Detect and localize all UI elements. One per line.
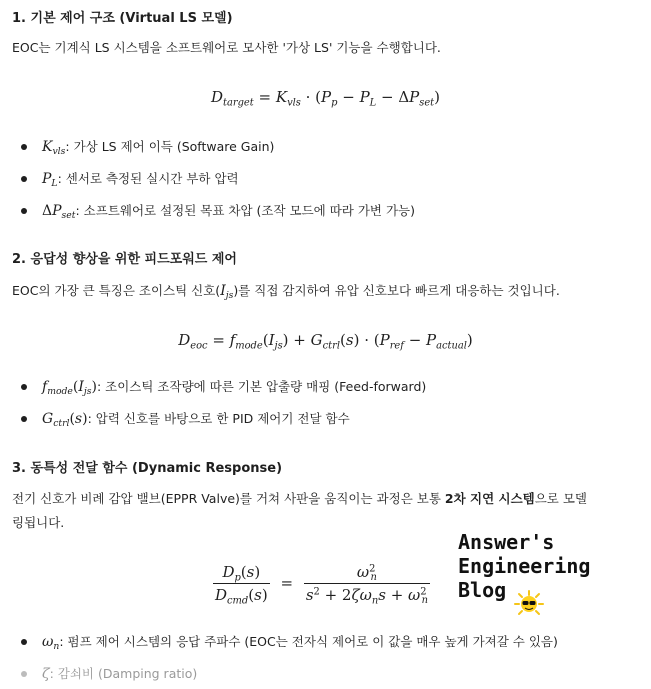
symbol-g-ctrl: $G_{ctrl}(s)$ (42, 411, 88, 430)
symbol-delta-p-set: $\Delta P_{set}$ (42, 203, 76, 222)
intro-text: 으로 모델 (534, 491, 588, 506)
bullet-dot (21, 208, 27, 214)
section-3-heading: 3. 동특성 전달 함수 (Dynamic Response) (12, 461, 283, 476)
bullet-dot (21, 144, 27, 150)
symbol-p-l: $P_L$ (42, 171, 58, 190)
list-item-text: : 감쇠비 (Damping ratio) (49, 666, 198, 681)
list-item (12, 403, 632, 435)
list-item-text: : 센서로 측정된 실시간 부하 압력 (57, 171, 239, 186)
sunglasses-sun-icon (512, 590, 546, 618)
section-2-bullets (12, 371, 632, 435)
list-item-text: : 조이스틱 조작량에 따른 기본 압출량 매핑 (Feed-forward) (96, 379, 427, 394)
fraction-lhs: $\frac{D_p(s)}{D_{cmd}(s)}$ (215, 563, 268, 607)
equation-d-eoc: $D_{eoc} = f_{mode}(I_{js}) + G_{ctrl}(s) \cdot (P_{ref} - P_{actual})$ (178, 331, 473, 352)
symbol-k-vls: $K_{vls}$ (42, 139, 66, 158)
section-3-bullets (12, 626, 642, 689)
list-item (12, 163, 632, 195)
section-1-intro: EOC는 기계식 LS 시스템을 소프트웨어로 모사한 '가상 LS' 기능을 수행합니다. (12, 40, 441, 55)
symbol-i-js: $I_{js}$ (220, 283, 234, 302)
bullet-dot (21, 671, 27, 677)
logo-line: Engineering (458, 554, 591, 578)
symbol-zeta: ζ (42, 666, 50, 682)
logo-line: Blog (458, 578, 507, 602)
intro-text: )를 직접 감지하여 유압 신호보다 빠르게 대응하는 것입니다. (233, 283, 560, 298)
section-1-bullets (12, 131, 632, 227)
logo-line: Answer's (458, 530, 555, 554)
list-item (12, 195, 632, 227)
fraction-rhs: $\frac{\omega^2_n}{s^2 + 2\zeta\omega_ns + \omega^2_n}$ (305, 563, 428, 607)
list-item-text: : 소프트웨어로 설정된 목표 차압 (조작 모드에 따라 가변 가능) (75, 203, 415, 218)
list-item-text: : 가상 LS 제어 이득 (Software Gain) (65, 139, 275, 154)
intro-bold-text: 2차 지연 시스템 (444, 491, 535, 506)
symbol-f-mode: $f_{mode}(I_{js})$ (42, 379, 97, 398)
intro-text: EOC의 가장 큰 특징은 조이스틱 신호( (12, 283, 221, 298)
bullet-dot (21, 639, 27, 645)
bullet-dot (21, 384, 27, 390)
intro-text: 전기 신호가 비례 감압 밸브(EPPR Valve)를 거쳐 사판을 움직이는 과정은 보통 (12, 491, 445, 506)
section-1-heading: 1. 기본 제어 구조 (Virtual LS 모델) (12, 11, 233, 26)
section-3-intro (12, 487, 642, 535)
bullet-dot (21, 416, 27, 422)
section-2-intro (12, 279, 560, 303)
section-2-heading: 2. 응답성 향상을 위한 피드포워드 제어 (12, 252, 237, 267)
list-item (12, 658, 642, 689)
intro-text: 링됩니다. (12, 515, 65, 530)
list-item-text: : 압력 신호를 바탕으로 한 PID 제어기 전달 함수 (87, 411, 350, 426)
symbol-omega-n: $\omega_n$ (42, 634, 60, 653)
equation-d-target: $D_{target} = K_{vls} \cdot (P_p - P_L - \Delta P_{set})$ (210, 88, 440, 109)
list-item (12, 371, 632, 403)
list-item (12, 626, 642, 658)
equation-transfer-function: $\frac{D_p(s)}{D_{cmd}(s)}$ = $\frac{\omega^2_n}{s^2 + 2\zeta\omega_ns + \omega^2_n}$ (215, 563, 428, 607)
list-item (12, 131, 632, 163)
list-item-text: : 펌프 제어 시스템의 응답 주파수 (EOC는 전자식 제어로 이 값을 매우 높게 가져갈 수 있음) (59, 634, 558, 649)
bullet-dot (21, 176, 27, 182)
